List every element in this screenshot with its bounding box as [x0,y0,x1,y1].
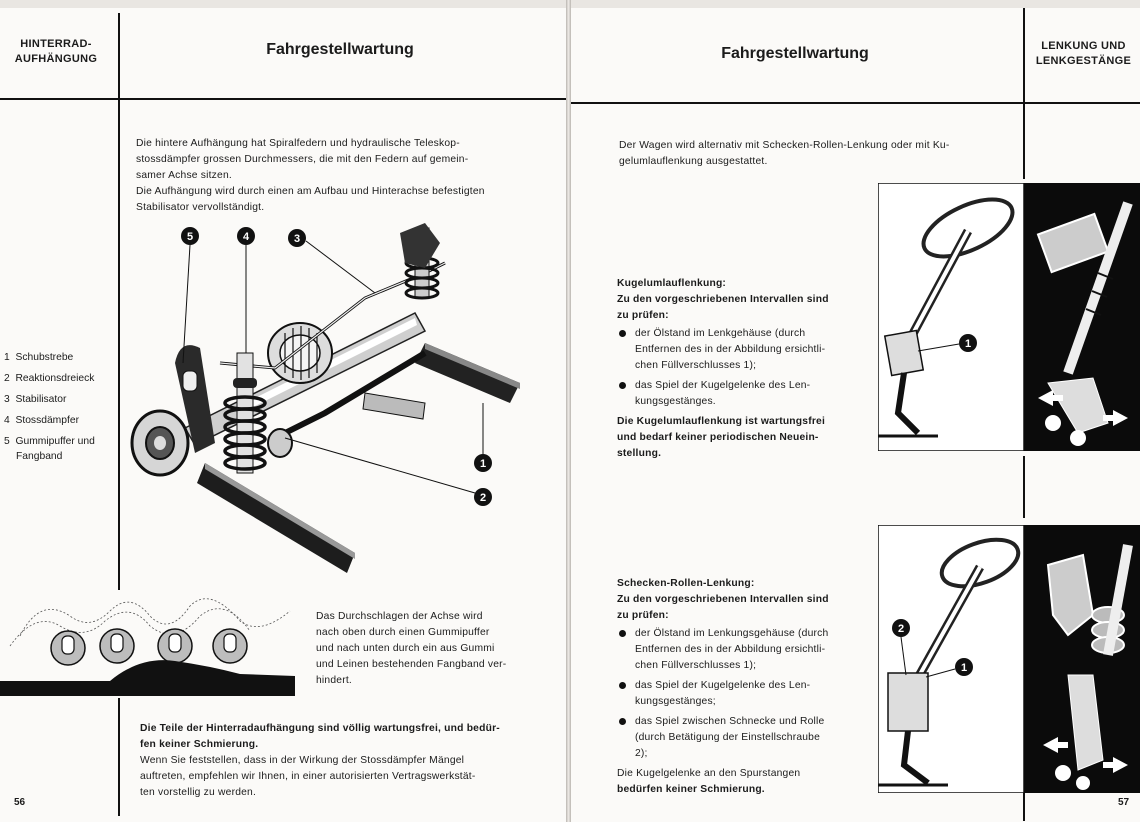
text-line: Stabilisator vervollständigt. [136,202,265,213]
callout-4: 4 [242,231,250,243]
header-rule [0,98,566,100]
text-line: hindert. [316,675,352,686]
legend-item: 5 Gummipuffer und [4,436,95,447]
side-title-line: LENKGESTÄNGE [1035,55,1132,67]
header-rule [571,102,1140,104]
text-line: Die Kugelgelenke an den Spurstangen [617,768,801,779]
text-line: Die Teile der Hinterradaufhängung sind völlig wartungsfrei, und bedür- [140,723,500,734]
page-title: Fahrgestellwartung [266,41,414,58]
text-line: und nach unten durch ein aus Gummi [316,643,495,654]
text-line: Das Durchschlagen der Achse wird [316,611,483,622]
intro-text [136,136,536,216]
margin-divider-mid [1023,456,1025,518]
side-title [0,37,112,67]
list-item: der Ölstand im Lenkungsgehäuse (durch Entfernen des in der Abbildung ersichtli- chen Füllverschlusses 1); [617,626,853,674]
left-page [0,8,566,822]
ball-nut-steering-illustration [878,183,1140,451]
legend-item: 4 Stossdämpfer [4,415,79,426]
legend-item-continued: Fangband [16,451,63,462]
callout-1: 1 [964,338,972,350]
list-item: das Spiel zwischen Schnecke und Rolle (durch Betätigung der Einstellschraube 2); [617,714,853,762]
page-number: 56 [14,797,26,808]
text-line: Zu den vorgeschriebenen Intervallen sind [617,594,829,605]
text-line: zu prüfen: [617,610,669,621]
axle-travel-illustration [0,576,300,698]
margin-divider [1023,104,1025,179]
text-line: auftreten, empfehlen wir Ihnen, in einer autorisierten Vertragswerkstät- [140,771,476,782]
right-page [571,8,1140,822]
rear-suspension-illustration [125,213,525,593]
header-divider [1023,8,1025,102]
side-title-line: LENKUNG UND [1041,40,1126,52]
side-title-line: HINTERRAD- [20,38,92,50]
intro-text [619,138,1014,170]
worm-roller-steering-section [617,576,853,798]
legend-item: 2 Reaktionsdreieck [4,373,95,384]
text-line: stellung. [617,448,662,459]
worm-roller-steering-illustration [878,525,1140,793]
text-line: Die hintere Aufhängung hat Spiralfedern und hydraulische Teleskop- [136,138,460,149]
list-item: das Spiel der Kugelgelenke des Len- kungsgestänges; [617,678,853,710]
text-line: gelumlauflenkung ausgestattet. [619,156,768,167]
text-line: ten vorstellig zu werden. [140,787,257,798]
text-line: fen keiner Schmierung. [140,739,259,750]
page-number: 57 [1118,797,1130,808]
side-title [1027,39,1140,69]
margin-divider [118,100,120,590]
text-line: und bedarf keiner periodischen Neuein- [617,432,819,443]
text-line: samer Achse sitzen. [136,170,232,181]
bump-text [316,609,538,689]
text-line: Die Aufhängung wird durch einen am Aufbau und Hinterachse befestigten [136,186,485,197]
ball-nut-steering-section [617,276,853,462]
callout-3: 3 [293,233,301,245]
callout-1: 1 [479,458,487,470]
maintenance-note [140,721,550,801]
callout-5: 5 [186,231,194,243]
text-line: Wenn Sie feststellen, dass in der Wirkung der Stossdämpfer Mängel [140,755,465,766]
side-title-line: AUFHÄNGUNG [14,53,98,65]
list-item: der Ölstand im Lenkgehäuse (durch Entfernen des in der Abbildung ersichtli- chen Füllverschlusses 1); [617,326,853,374]
text-line: bedürfen keiner Schmierung. [617,784,765,795]
list-item: das Spiel der Kugelgelenke des Len- kungsgestänges. [617,378,853,410]
text-line: und Leinen bestehenden Fangband ver- [316,659,507,670]
text-line: Der Wagen wird alternativ mit Schecken-Rollen-Lenkung oder mit Ku- [619,140,950,151]
callout-2: 2 [897,623,905,635]
text-line: nach oben durch einen Gummipuffer [316,627,490,638]
margin-divider-lower [118,698,120,816]
section-heading: Schecken-Rollen-Lenkung: [617,578,755,589]
text-line: stossdämpfer grossen Durchmessers, die mit den Federn auf gemein- [136,154,469,165]
legend-item: 3 Stabilisator [4,394,67,405]
section-heading: Kugelumlauflenkung: [617,278,727,289]
legend-item: 1 Schubstrebe [4,352,74,363]
callout-2: 2 [479,492,487,504]
callout-1: 1 [960,662,968,674]
margin-divider-lower [1023,793,1025,821]
text-line: zu prüfen: [617,310,669,321]
page-title: Fahrgestellwartung [721,45,869,62]
text-line: Zu den vorgeschriebenen Intervallen sind [617,294,829,305]
text-line: Die Kugelumlauflenkung ist wartungsfrei [617,416,826,427]
